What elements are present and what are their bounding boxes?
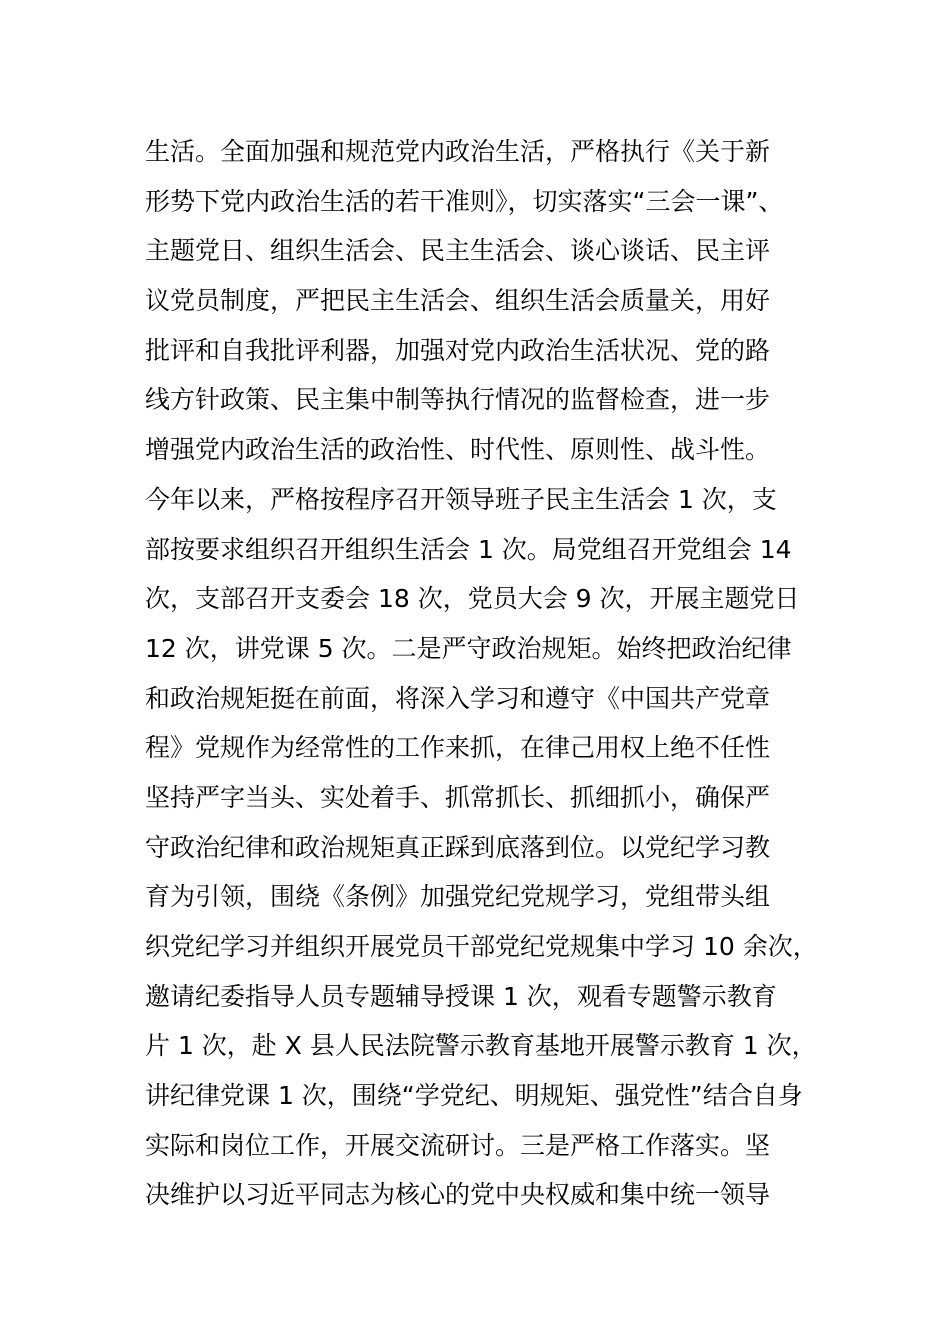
text-line: 讲纪律党课 1 次，围绕“学党纪、明规矩、强党性”结合自身 bbox=[145, 1081, 803, 1111]
text-line: 决维护以习近平同志为核心的党中央权威和集中统一领导 bbox=[145, 1180, 771, 1210]
text-line: 和政治规矩挺在前面，将深入学习和遵守《中国共产党章 bbox=[145, 683, 771, 713]
text-line: 今年以来，严格按程序召开领导班子民主生活会 1 次，支 bbox=[145, 484, 777, 514]
text-line: 主题党日、组织生活会、民主生活会、谈心谈话、民主评 bbox=[145, 236, 771, 266]
text-line: 线方针政策、民主集中制等执行情况的监督检查，进一步 bbox=[145, 385, 771, 415]
text-line: 程》党规作为经常性的工作来抓，在律己用权上绝不任性 bbox=[145, 733, 771, 763]
text-line: 次，支部召开支委会 18 次，党员大会 9 次，开展主题党日 bbox=[145, 584, 800, 614]
text-line: 批评和自我批评利器，加强对党内政治生活状况、党的路 bbox=[145, 335, 771, 365]
text-line: 织党纪学习并组织开展党员干部党纪党规集中学习 10 余次， bbox=[145, 932, 818, 961]
text-line: 形势下党内政治生活的若干准则》，切实落实“三会一课”、 bbox=[145, 186, 784, 216]
text-line: 生活。全面加强和规范党内政治生活，严格执行《关于新 bbox=[145, 137, 771, 166]
text-line: 实际和岗位工作，开展交流研讨。三是严格工作落实。坚 bbox=[145, 1130, 771, 1160]
text-line: 议党员制度，严把民主生活会、组织生活会质量关，用好 bbox=[145, 286, 771, 316]
text-line: 12 次，讲党课 5 次。二是严守政治规矩。始终把政治纪律 bbox=[145, 633, 792, 663]
text-line: 坚持严字当头、实处着手、抓常抓长、抓细抓小，确保严 bbox=[145, 782, 771, 812]
text-line: 育为引领，围绕《条例》加强党纪党规学习，党组带头组 bbox=[145, 882, 771, 912]
text-line: 片 1 次，赴 X 县人民法院警示教育基地开展警示教育 1 次， bbox=[145, 1031, 817, 1061]
text-line: 守政治纪律和政治规矩真正踩到底落到位。以党纪学习教 bbox=[145, 832, 771, 862]
text-line: 部按要求组织召开组织生活会 1 次。局党组召开党组会 14 bbox=[145, 534, 792, 564]
body-text bbox=[145, 127, 845, 1220]
text-line: 邀请纪委指导人员专题辅导授课 1 次，观看专题警示教育 bbox=[145, 981, 777, 1011]
text-line: 增强党内政治生活的政治性、时代性、原则性、战斗性。 bbox=[145, 435, 771, 465]
